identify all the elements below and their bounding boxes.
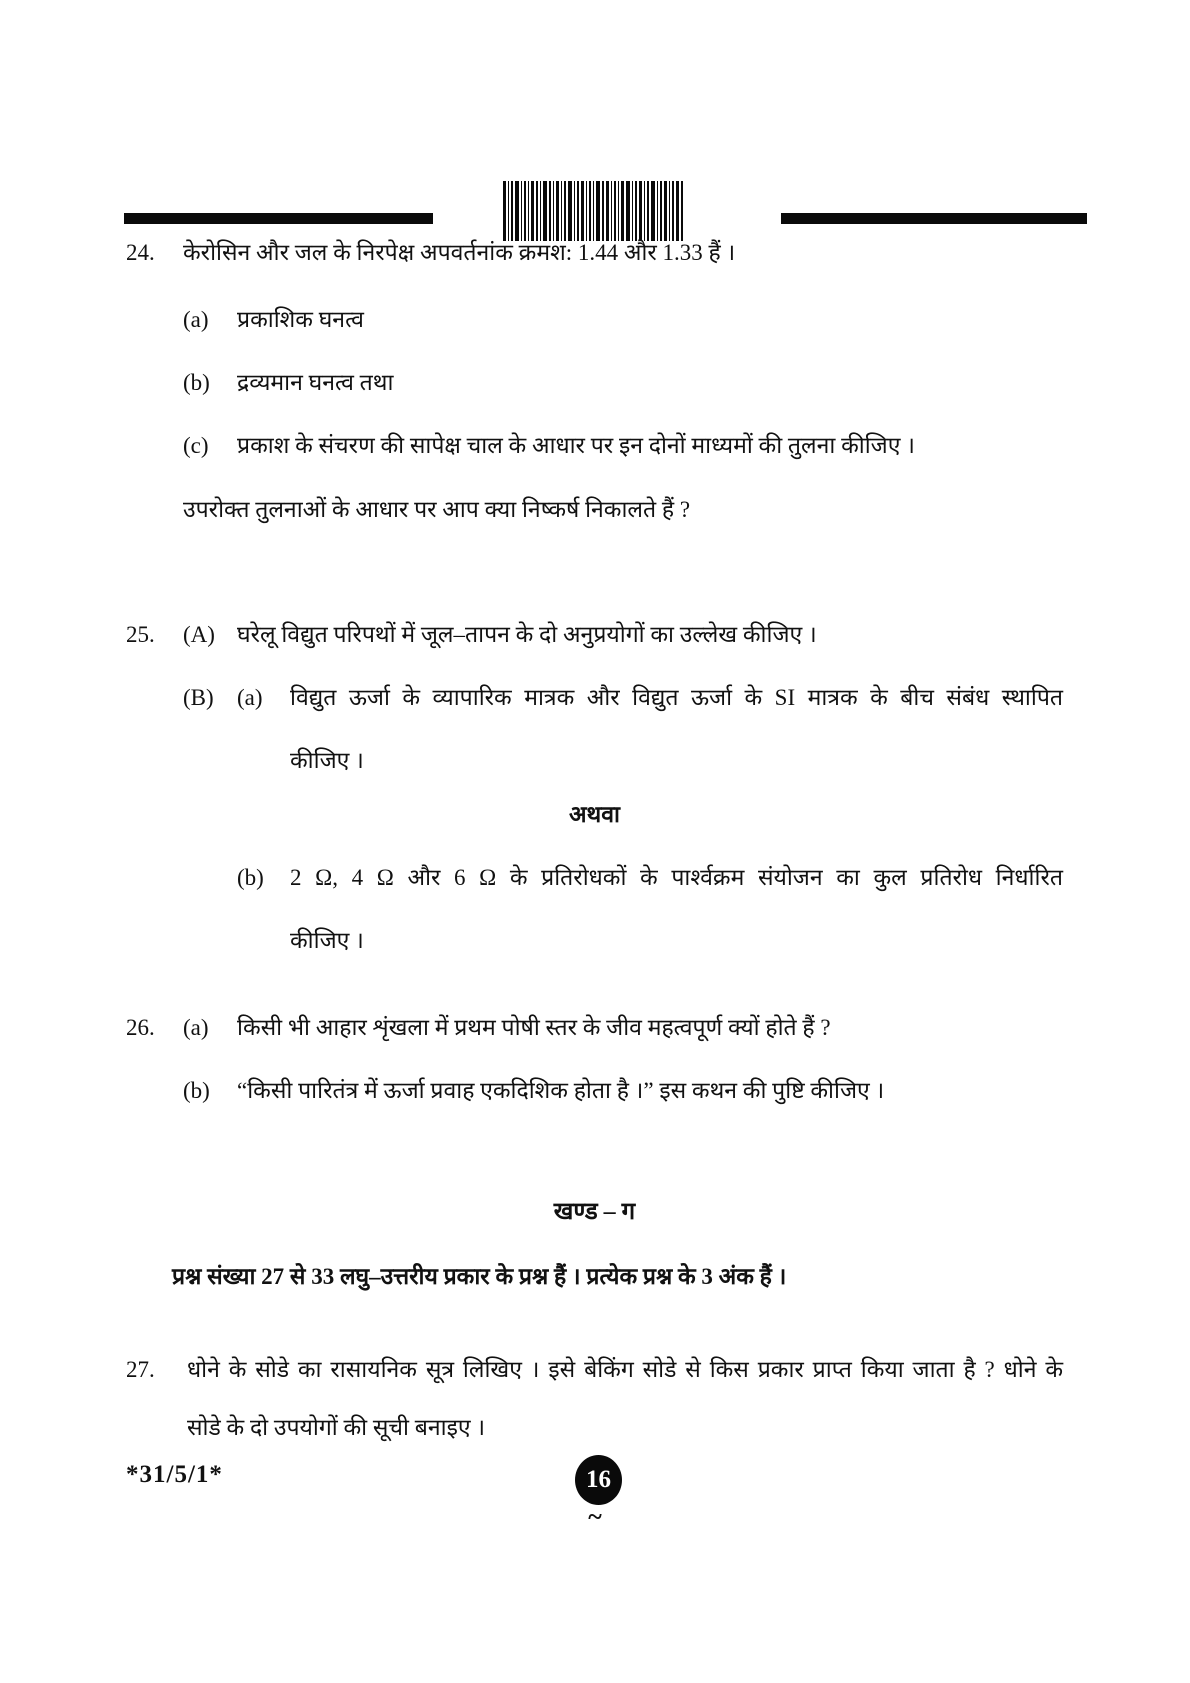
item-a-label: (a) xyxy=(183,1015,209,1040)
question-25-part-B-b-line2 xyxy=(126,926,1063,956)
question-27-text: धोने के सोडे का रासायनिक सूत्र लिखिए । इसे बेकिंग सोडे से किस प्रकार प्राप्त किया जाता है ? धोने के xyxy=(187,1357,1063,1382)
section-title: खण्ड – ग xyxy=(553,1199,636,1225)
or-separator: अथवा xyxy=(568,802,620,827)
part-B-b-text: 2 Ω, 4 Ω और 6 Ω के प्रतिरोधकों के पार्श्वक्रम संयोजन का कुल प्रतिरोध निर्धारित xyxy=(290,865,1063,890)
header-rule-right xyxy=(781,213,1087,224)
question-25-part-A xyxy=(126,620,1063,650)
part-B-a-label: (a) xyxy=(237,685,263,710)
question-26-number: 26. xyxy=(126,1015,155,1040)
tilde-mark: ~ xyxy=(588,1502,602,1531)
question-27-line1 xyxy=(126,1355,1063,1385)
question-25-part-B-a-line1 xyxy=(126,683,1063,713)
question-24-number: 24. xyxy=(126,240,155,265)
question-24-item-b xyxy=(126,368,1063,398)
item-b-label: (b) xyxy=(183,1078,210,1103)
item-b-text: “किसी पारितंत्र में ऊर्जा प्रवाह एकदिशिक होता है ।” इस कथन की पुष्टि कीजिए । xyxy=(237,1078,885,1103)
part-A-label: (A) xyxy=(183,622,215,647)
question-25-part-B-a-line2 xyxy=(126,746,1063,776)
part-B-label: (B) xyxy=(183,685,214,710)
question-24-item-a xyxy=(126,305,1063,335)
item-c-label: (c) xyxy=(183,433,209,458)
question-24-outro-text: उपरोक्त तुलनाओं के आधार पर आप क्या निष्कर्ष निकालते हैं ? xyxy=(183,497,691,522)
section-instruction-text: प्रश्न संख्या 27 से 33 लघु–उत्तरीय प्रकार के प्रश्न हैं । प्रत्येक प्रश्न के 3 अंक हैं । xyxy=(172,1264,787,1289)
question-25-part-B-b-line1 xyxy=(126,863,1063,893)
item-a-text: प्रकाशिक घनत्व xyxy=(237,307,364,332)
paper-code: *31/5/1* xyxy=(126,1461,223,1488)
page-number-badge xyxy=(575,1455,622,1505)
question-24-text: केरोसिन और जल के निरपेक्ष अपवर्तनांक क्रमश: 1.44 और 1.33 हैं । xyxy=(183,240,736,265)
part-B-a-text: विद्युत ऊर्जा के व्यापारिक मात्रक और विद्युत ऊर्जा के SI मात्रक के बीच संबंध स्थापित xyxy=(290,685,1063,710)
page-number: 16 xyxy=(586,1466,611,1493)
question-27-continuation: सोडे के दो उपयोगों की सूची बनाइए । xyxy=(187,1415,486,1440)
item-b-text: द्रव्यमान घनत्व तथा xyxy=(237,370,394,395)
question-24-intro xyxy=(126,238,1063,268)
question-27-line2 xyxy=(126,1413,1063,1443)
part-B-a-continuation: कीजिए । xyxy=(290,748,364,773)
question-26-item-a xyxy=(126,1013,1063,1043)
part-B-b-continuation: कीजिए । xyxy=(290,928,364,953)
question-27-number: 27. xyxy=(126,1357,155,1382)
question-24-outro xyxy=(126,495,1063,525)
item-b-label: (b) xyxy=(183,370,210,395)
part-A-text: घरेलू विद्युत परिपथों में जूल–तापन के दो अनुप्रयोगों का उल्लेख कीजिए । xyxy=(237,622,817,647)
section-instruction xyxy=(172,1262,1063,1292)
item-a-label: (a) xyxy=(183,307,209,332)
question-26-item-b xyxy=(126,1076,1063,1106)
question-24-item-c xyxy=(126,431,1063,461)
header-rule-left xyxy=(124,213,433,224)
item-c-text: प्रकाश के संचरण की सापेक्ष चाल के आधार पर इन दोनों माध्यमों की तुलना कीजिए । xyxy=(237,433,915,458)
barcode xyxy=(503,181,683,241)
part-B-b-label: (b) xyxy=(237,865,264,890)
item-a-text: किसी भी आहार शृंखला में प्रथम पोषी स्तर के जीव महत्वपूर्ण क्यों होते हैं ? xyxy=(237,1015,831,1040)
question-25-number: 25. xyxy=(126,622,155,647)
